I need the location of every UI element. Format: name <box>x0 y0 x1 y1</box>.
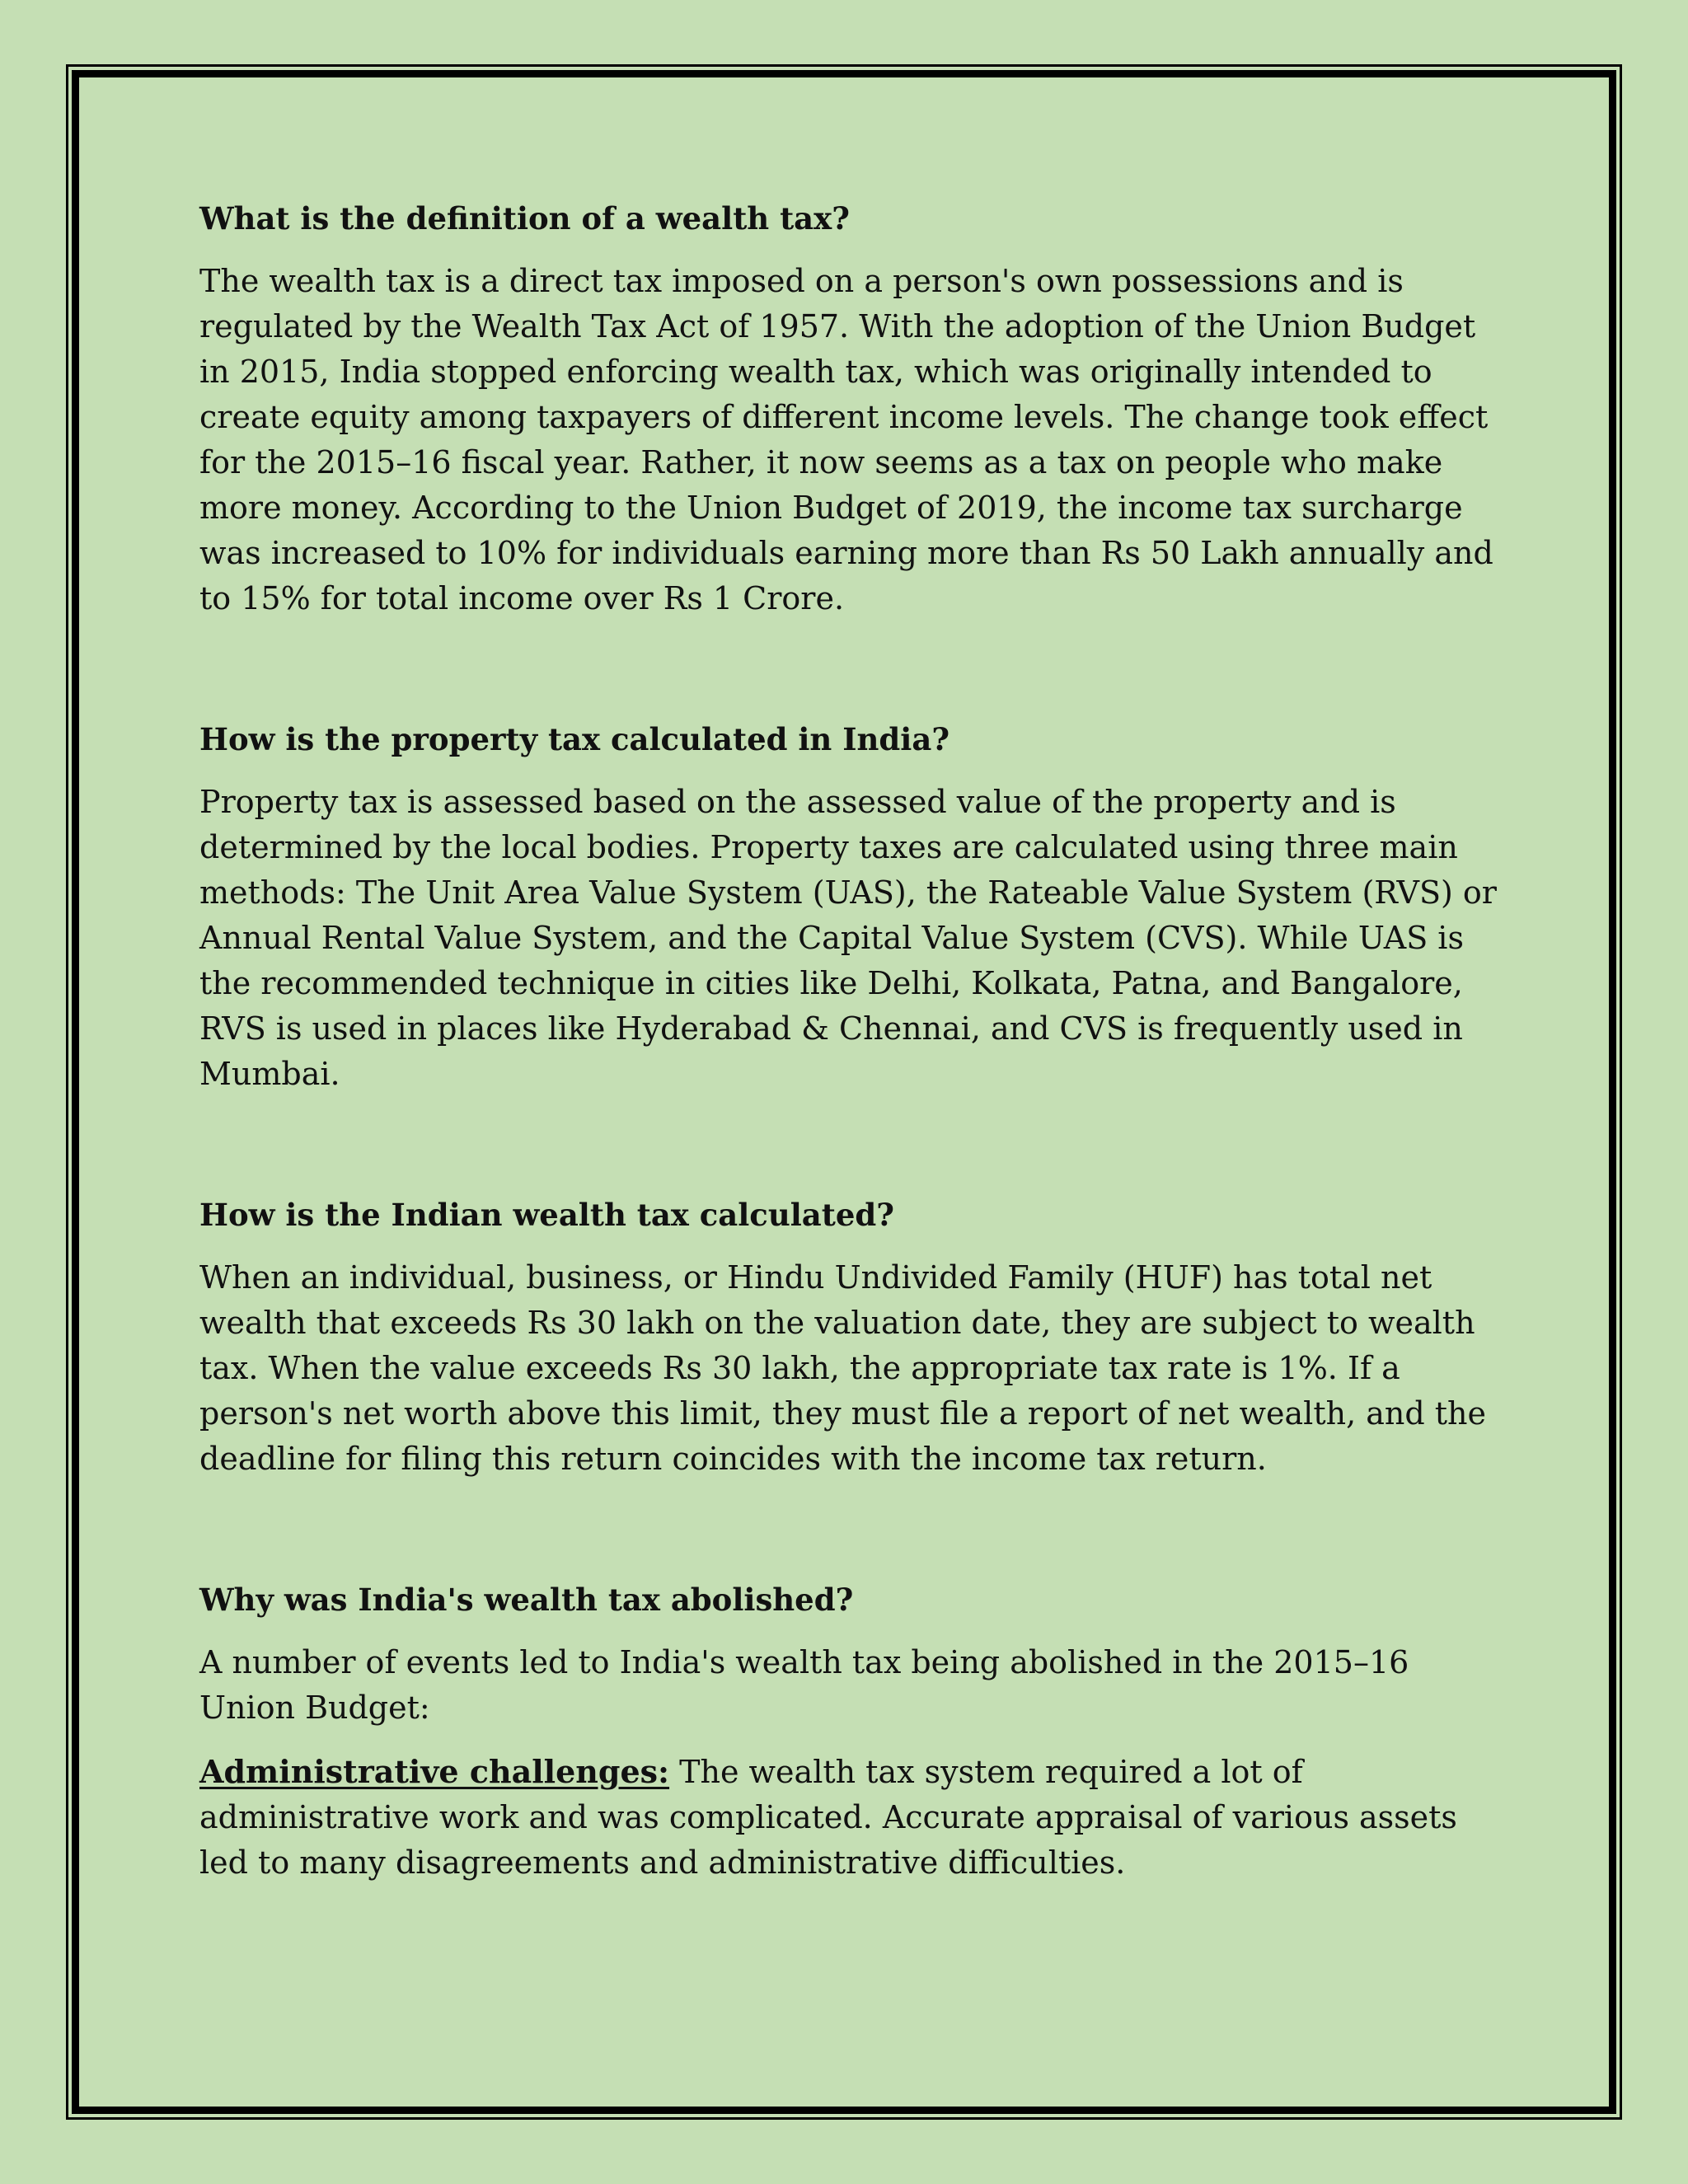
paragraph: When an individual, business, or Hindu Undivided Family (HUF) has total net wealth that exceeds Rs 30 lakh on the valuation date, they are subject to wealth tax. When the value exceeds Rs 30 lakh, the appropriate tax rate is 1%. If a person's net worth above this limit, they must file a report of net wealth, and the deadline for filing this return coincides with the income tax return. <box>199 1259 1486 1477</box>
point-paragraph <box>199 1749 1502 1886</box>
point-text: The wealth tax system required a lot of administrative work and was complicated. Accurate appraisal of various assets led to many disagreements and administrative difficulties. <box>199 1754 1457 1881</box>
paragraph: A number of events led to India's wealth tax being abolished in the 2015–16 Union Budget: <box>199 1644 1409 1726</box>
section-heading: What is the definition of a wealth tax? <box>199 200 850 237</box>
paragraph: Property tax is assessed based on the assessed value of the property and is determined by the local bodies. Property taxes are calculated using three main methods: The Unit Area Value System (UAS), the Rateable Value System (RVS) or Annual Rental Value System, and the Capital Value System (CVS). While UAS is the recommended technique in cities like Delhi, Kolkata, Patna, and Bangalore, RVS is used in places like Hyderabad & Chennai, and CVS is frequently used in Mumbai. <box>199 784 1497 1092</box>
section-property-tax-calculation <box>199 717 1502 1097</box>
section-wealth-tax-abolished <box>199 1577 1502 1886</box>
section-wealth-tax-definition <box>199 196 1502 621</box>
section-wealth-tax-calculation <box>199 1193 1502 1482</box>
document-body <box>199 196 1502 1981</box>
section-heading: How is the property tax calculated in India? <box>199 721 950 757</box>
section-heading: How is the Indian wealth tax calculated? <box>199 1197 894 1233</box>
section-heading: Why was India's wealth tax abolished? <box>199 1582 854 1618</box>
point-label: Administrative challenges: <box>199 1753 670 1790</box>
paragraph: The wealth tax is a direct tax imposed on a person's own possessions and is regulated by the Wealth Tax Act of 1957. With the adoption of the Union Budget in 2015, India stopped enforcing wealth tax, which was originally intended to create equity among taxpayers of different income levels. The change took effect for the 2015–16 fiscal year. Rather, it now seems as a tax on people who make more money. According to the Union Budget of 2019, the income tax surcharge was increased to 10% for individuals earning more than Rs 50 Lakh annually and to 15% for total income over Rs 1 Crore. <box>199 263 1493 616</box>
